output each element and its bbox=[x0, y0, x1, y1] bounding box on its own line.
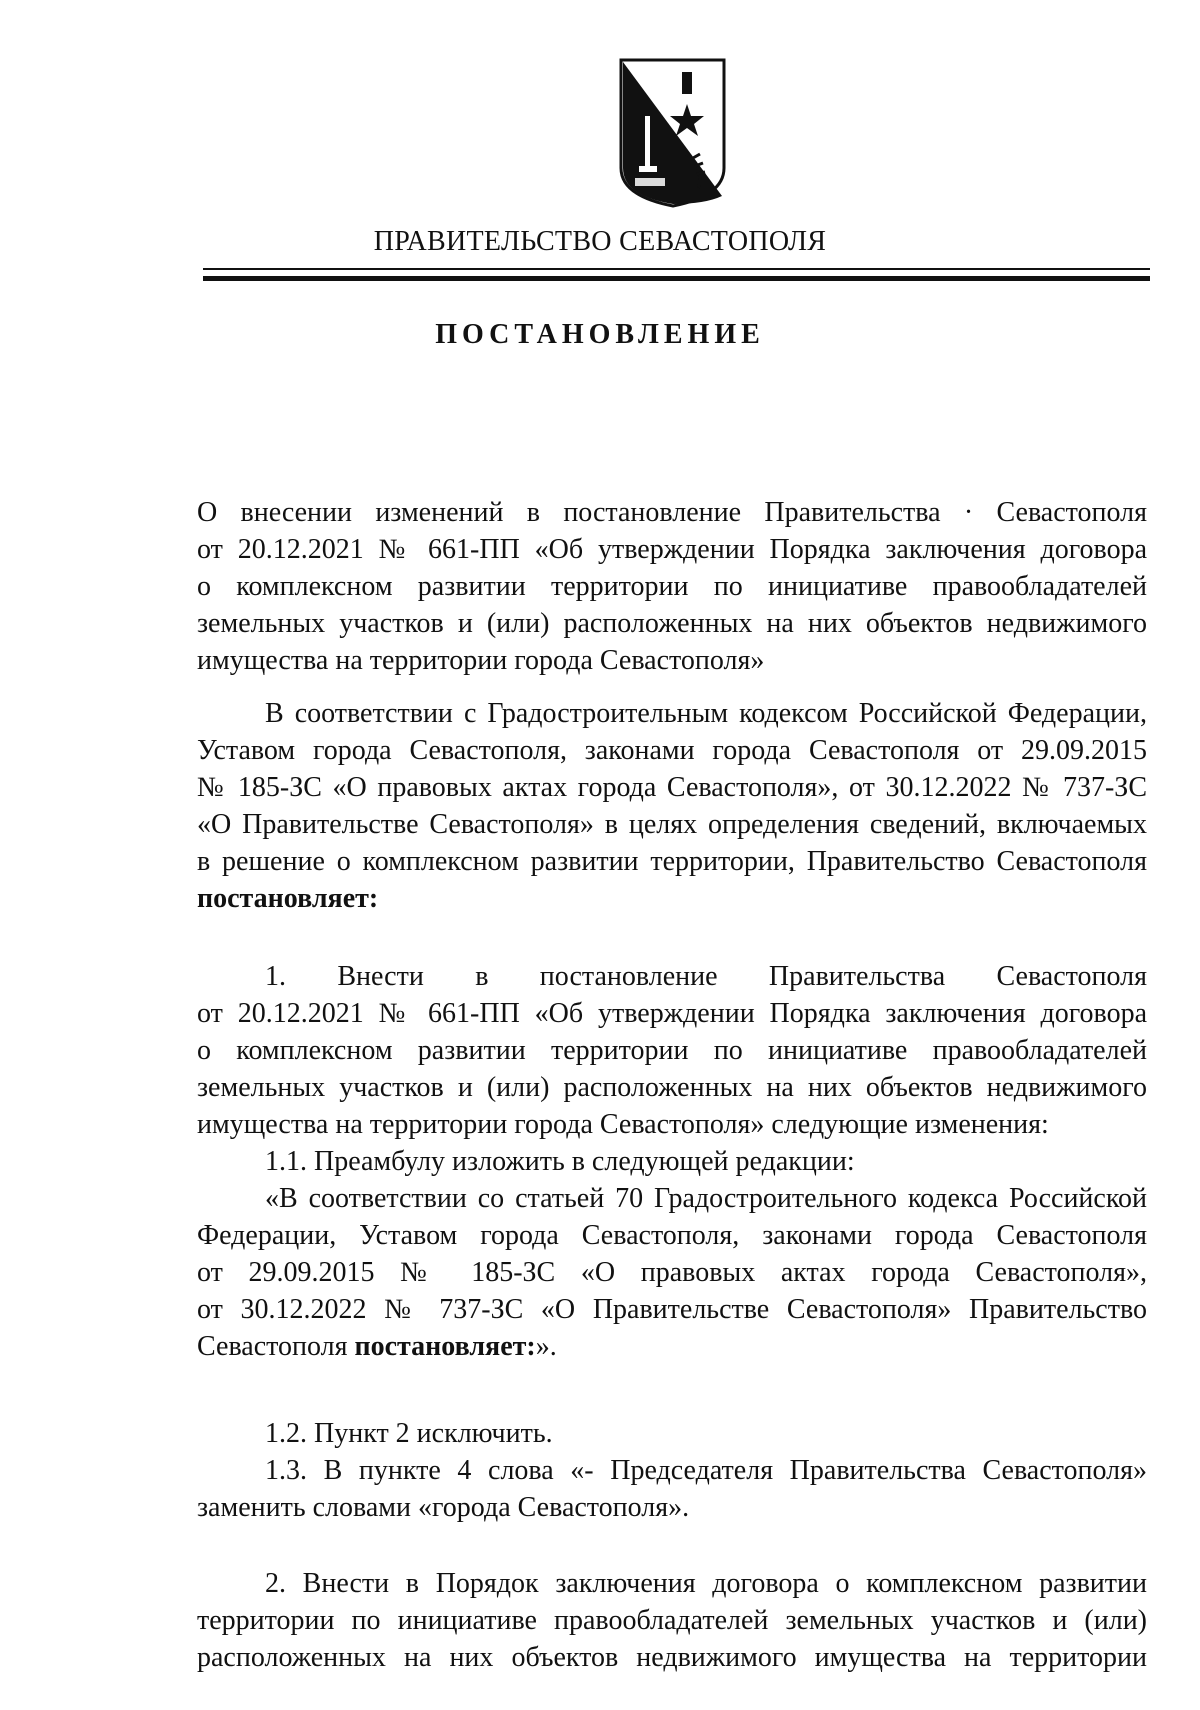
item-2-line: территории по инициативе правообладателей земельных участков и (или) bbox=[197, 1605, 1147, 1636]
document-type-heading: ПОСТАНОВЛЕНИЕ bbox=[435, 319, 765, 350]
clause-line: 1. Внести в постановление Правительства Севастополя bbox=[265, 961, 1147, 992]
quote-line: от 30.12.2022 № 737-ЗС «О Правительстве Севастополя» Правительство bbox=[197, 1294, 1147, 1325]
title-line: о комплексном развитии территории по инициативе правообладателей bbox=[197, 571, 1147, 602]
clause-1 bbox=[197, 958, 1147, 1365]
clause-line: от 20.12.2021 № 661-ПП «Об утверждении Порядка заключения договора bbox=[197, 998, 1147, 1029]
item-2-line: расположенных на них объектов недвижимого имущества на территории bbox=[197, 1642, 1147, 1673]
item-1-3-line: заменить словами «города Севастополя». bbox=[197, 1492, 690, 1523]
item-2-line: 2. Внести в Порядок заключения договора о комплексном развитии bbox=[265, 1568, 1147, 1599]
clause-line: имущества на территории города Севастополя» следующие изменения: bbox=[197, 1109, 1049, 1140]
preamble-line: В соответствии с Градостроительным кодексом Российской Федерации, bbox=[265, 698, 1147, 729]
decree-title bbox=[197, 494, 1147, 679]
quote-last-suffix: ». bbox=[535, 1331, 557, 1362]
sevastopol-coat-of-arms-icon bbox=[615, 58, 730, 208]
item-1-1-heading: 1.1. Преамбулу изложить в следующей редакции: bbox=[265, 1146, 855, 1177]
item-1-2: 1.2. Пункт 2 исключить. bbox=[265, 1418, 553, 1449]
preamble-line: «О Правительстве Севастополя» в целях определения сведений, включаемых bbox=[197, 809, 1147, 840]
title-line: О внесении изменений в постановление Правительства · Севастополя bbox=[197, 497, 1147, 528]
header-divider-thick bbox=[203, 276, 1150, 281]
title-line: имущества на территории города Севастополя» bbox=[197, 645, 765, 676]
quote-line: Федерации, Уставом города Севастополя, законами города Севастополя bbox=[197, 1220, 1147, 1251]
decree-word-bold: постановляет: bbox=[197, 883, 379, 914]
quote-line: «В соответствии со статьей 70 Градостроительного кодекса Российской bbox=[265, 1183, 1147, 1214]
items-1-2-1-3 bbox=[197, 1415, 1147, 1526]
quote-line: от 29.09.2015 № 185-ЗС «О правовых актах города Севастополя», bbox=[197, 1257, 1147, 1288]
item-2 bbox=[197, 1565, 1147, 1676]
preamble-line: Уставом города Севастополя, законами города Севастополя от 29.09.2015 bbox=[197, 735, 1147, 766]
preamble-paragraph bbox=[197, 695, 1147, 917]
decree-word bbox=[197, 880, 1147, 917]
preamble-line: № 185-ЗС «О правовых актах города Севастополя», от 30.12.2022 № 737-ЗС bbox=[197, 772, 1147, 803]
quote-last-prefix: Севастополя bbox=[197, 1331, 348, 1362]
clause-line: земельных участков и (или) расположенных на них объектов недвижимого bbox=[197, 1072, 1147, 1103]
title-line: земельных участков и (или) расположенных на них объектов недвижимого bbox=[197, 608, 1147, 639]
item-1-3-line: 1.3. В пункте 4 слова «- Председателя Правительства Севастополя» bbox=[265, 1455, 1147, 1486]
preamble-line: в решение о комплексном развитии территории, Правительство Севастополя bbox=[197, 846, 1147, 877]
quote-last-line bbox=[197, 1328, 1147, 1365]
quote-decree-word: постановляет: bbox=[354, 1331, 536, 1362]
clause-line: о комплексном развитии территории по инициативе правообладателей bbox=[197, 1035, 1147, 1066]
header-divider-thin bbox=[203, 268, 1150, 270]
title-line: от 20.12.2021 № 661-ПП «Об утверждении Порядка заключения договора bbox=[197, 534, 1147, 565]
government-name: ПРАВИТЕЛЬСТВО СЕВАСТОПОЛЯ bbox=[373, 226, 827, 257]
